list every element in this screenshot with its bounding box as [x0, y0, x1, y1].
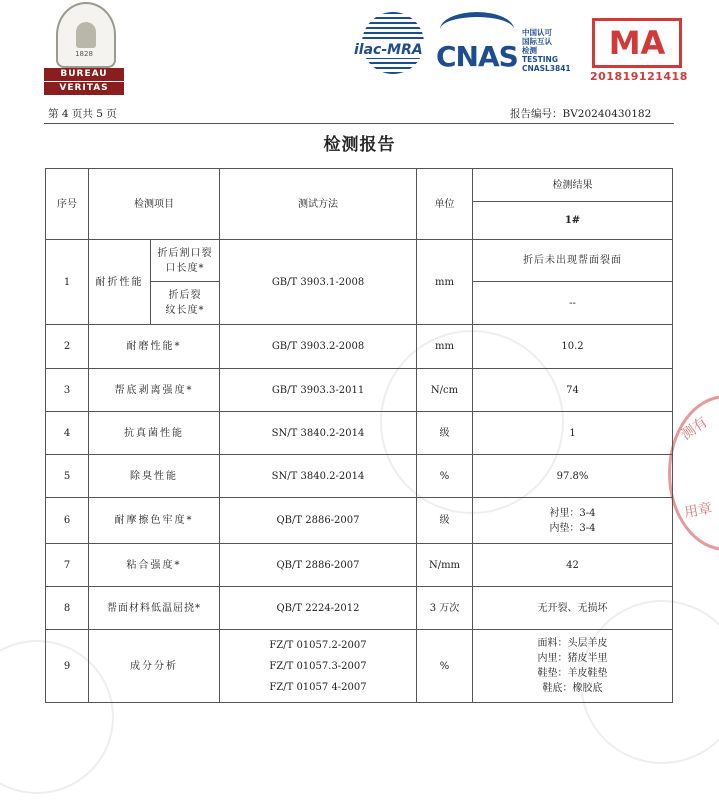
- ilac-mra-logo: [352, 12, 430, 86]
- report-number-label: 报告编号：: [510, 108, 563, 120]
- page-title: 检测报告: [323, 135, 396, 155]
- cma-mark: MA: [592, 18, 682, 68]
- bureau-veritas-logo: [44, 2, 124, 96]
- result-line: 面料：头层羊皮: [537, 638, 608, 649]
- table-row: [46, 587, 673, 630]
- row-item: 耐折性能: [89, 240, 151, 325]
- table-row: [46, 455, 673, 498]
- row-no: 4: [46, 412, 89, 455]
- row-method: QB/T 2224-2012: [220, 587, 417, 630]
- row-item: 粘合强度*: [89, 544, 220, 587]
- cnas-side-line: 中国认可: [522, 28, 552, 37]
- result-line: 内垫：3-4: [549, 522, 596, 534]
- row-subitem: [151, 240, 220, 282]
- report-number: [510, 106, 651, 121]
- row-item: 除臭性能: [89, 455, 220, 498]
- stamp-text: 用章: [682, 500, 714, 522]
- bv-seal-icon: [56, 2, 116, 68]
- cma-number: 201819121418: [590, 70, 688, 83]
- table-row: [46, 630, 673, 703]
- row-no: 8: [46, 587, 89, 630]
- row-item: 帮底剥离强度*: [89, 369, 220, 412]
- row-unit: 级: [417, 498, 473, 544]
- method-line: FZ/T 01057 4-2007: [269, 681, 367, 693]
- method-line: FZ/T 01057.2-2007: [269, 639, 367, 651]
- row-item: 帮面材料低温屈挠*: [89, 587, 220, 630]
- table-row: [46, 240, 673, 282]
- row-no: 7: [46, 544, 89, 587]
- cnas-side-line: TESTING: [522, 55, 558, 64]
- cnas-side-line: CNASL3841: [522, 64, 571, 73]
- row-subitem: [151, 282, 220, 325]
- cnas-side-line: 国际互认: [522, 37, 552, 46]
- row-result: 42: [473, 544, 673, 587]
- row-method: QB/T 2886-2007: [220, 498, 417, 544]
- table-row: [46, 412, 673, 455]
- row-item: 耐磨性能*: [89, 325, 220, 369]
- row-unit: 3 万次: [417, 587, 473, 630]
- row-method: [220, 630, 417, 703]
- row-method: GB/T 3903.3-2011: [220, 369, 417, 412]
- table-row: [46, 369, 673, 412]
- row-result: 97.8%: [473, 455, 673, 498]
- row-result: 折后未出现帮面裂面: [473, 240, 673, 282]
- cnas-side-line: 检测: [522, 46, 537, 55]
- subitem-line: 折后裂: [168, 290, 202, 301]
- row-unit: N/cm: [417, 369, 473, 412]
- header-result: 检测结果: [473, 169, 673, 202]
- subitem-line: 纹长度*: [165, 305, 205, 316]
- row-no: 1: [46, 240, 89, 325]
- subitem-line: 口长度*: [165, 262, 205, 274]
- result-line: 鞋垫：羊皮鞋垫: [537, 668, 608, 679]
- report-number-value: BV20240430182: [562, 108, 652, 120]
- header-sample: 1#: [473, 202, 673, 240]
- cnas-logo: [436, 12, 586, 86]
- row-no: 2: [46, 325, 89, 369]
- row-method: GB/T 3903.2-2008: [220, 325, 417, 369]
- page-info: 第 4 页共 5 页: [48, 108, 117, 120]
- row-method: SN/T 3840.2-2014: [220, 412, 417, 455]
- row-item: 耐摩擦色牢度*: [89, 498, 220, 544]
- result-line: 内里：猪皮半里: [537, 653, 608, 664]
- result-line: 鞋底：橡胶底: [542, 683, 603, 694]
- row-result: [473, 630, 673, 703]
- subitem-line: 折后割口裂: [157, 247, 213, 259]
- row-unit: 级: [417, 412, 473, 455]
- bv-year: 1828: [75, 50, 93, 58]
- row-no: 9: [46, 630, 89, 703]
- row-no: 3: [46, 369, 89, 412]
- row-method: SN/T 3840.2-2014: [220, 455, 417, 498]
- row-method: GB/T 3903.1-2008: [220, 240, 417, 325]
- method-line: FZ/T 01057.3-2007: [269, 660, 367, 672]
- row-method: QB/T 2886-2007: [220, 544, 417, 587]
- header-no: 序号: [46, 169, 89, 240]
- cnas-text: CNAS: [436, 40, 518, 73]
- row-result: 无开裂、无损坏: [473, 587, 673, 630]
- row-unit: mm: [417, 240, 473, 325]
- ilac-text: ilac-MRA: [354, 42, 423, 58]
- table-row: [46, 325, 673, 369]
- table-row: [46, 498, 673, 544]
- row-result: 10.2: [473, 325, 673, 369]
- bv-line1: BUREAU: [44, 68, 124, 81]
- cma-logo: [590, 18, 688, 84]
- header-method: 测试方法: [220, 169, 417, 240]
- header-unit: 单位: [417, 169, 473, 240]
- row-unit: mm: [417, 325, 473, 369]
- header-item: 检测项目: [89, 169, 220, 240]
- result-line: 衬里：3-4: [549, 507, 596, 519]
- row-item: 抗真菌性能: [89, 412, 220, 455]
- row-no: 5: [46, 455, 89, 498]
- row-result: 1: [473, 412, 673, 455]
- stamp-text: 测有: [678, 414, 711, 444]
- row-item: 成分分析: [89, 630, 220, 703]
- row-result: --: [473, 282, 673, 325]
- row-unit: %: [417, 455, 473, 498]
- table-row: [46, 544, 673, 587]
- test-results-table: [45, 168, 673, 703]
- row-no: 6: [46, 498, 89, 544]
- row-result: [473, 498, 673, 544]
- bv-line2: VERITAS: [44, 82, 124, 95]
- cnas-side-text: [522, 28, 571, 73]
- row-result: 74: [473, 369, 673, 412]
- row-unit: %: [417, 630, 473, 703]
- row-unit: N/mm: [417, 544, 473, 587]
- page-meta: [44, 103, 674, 124]
